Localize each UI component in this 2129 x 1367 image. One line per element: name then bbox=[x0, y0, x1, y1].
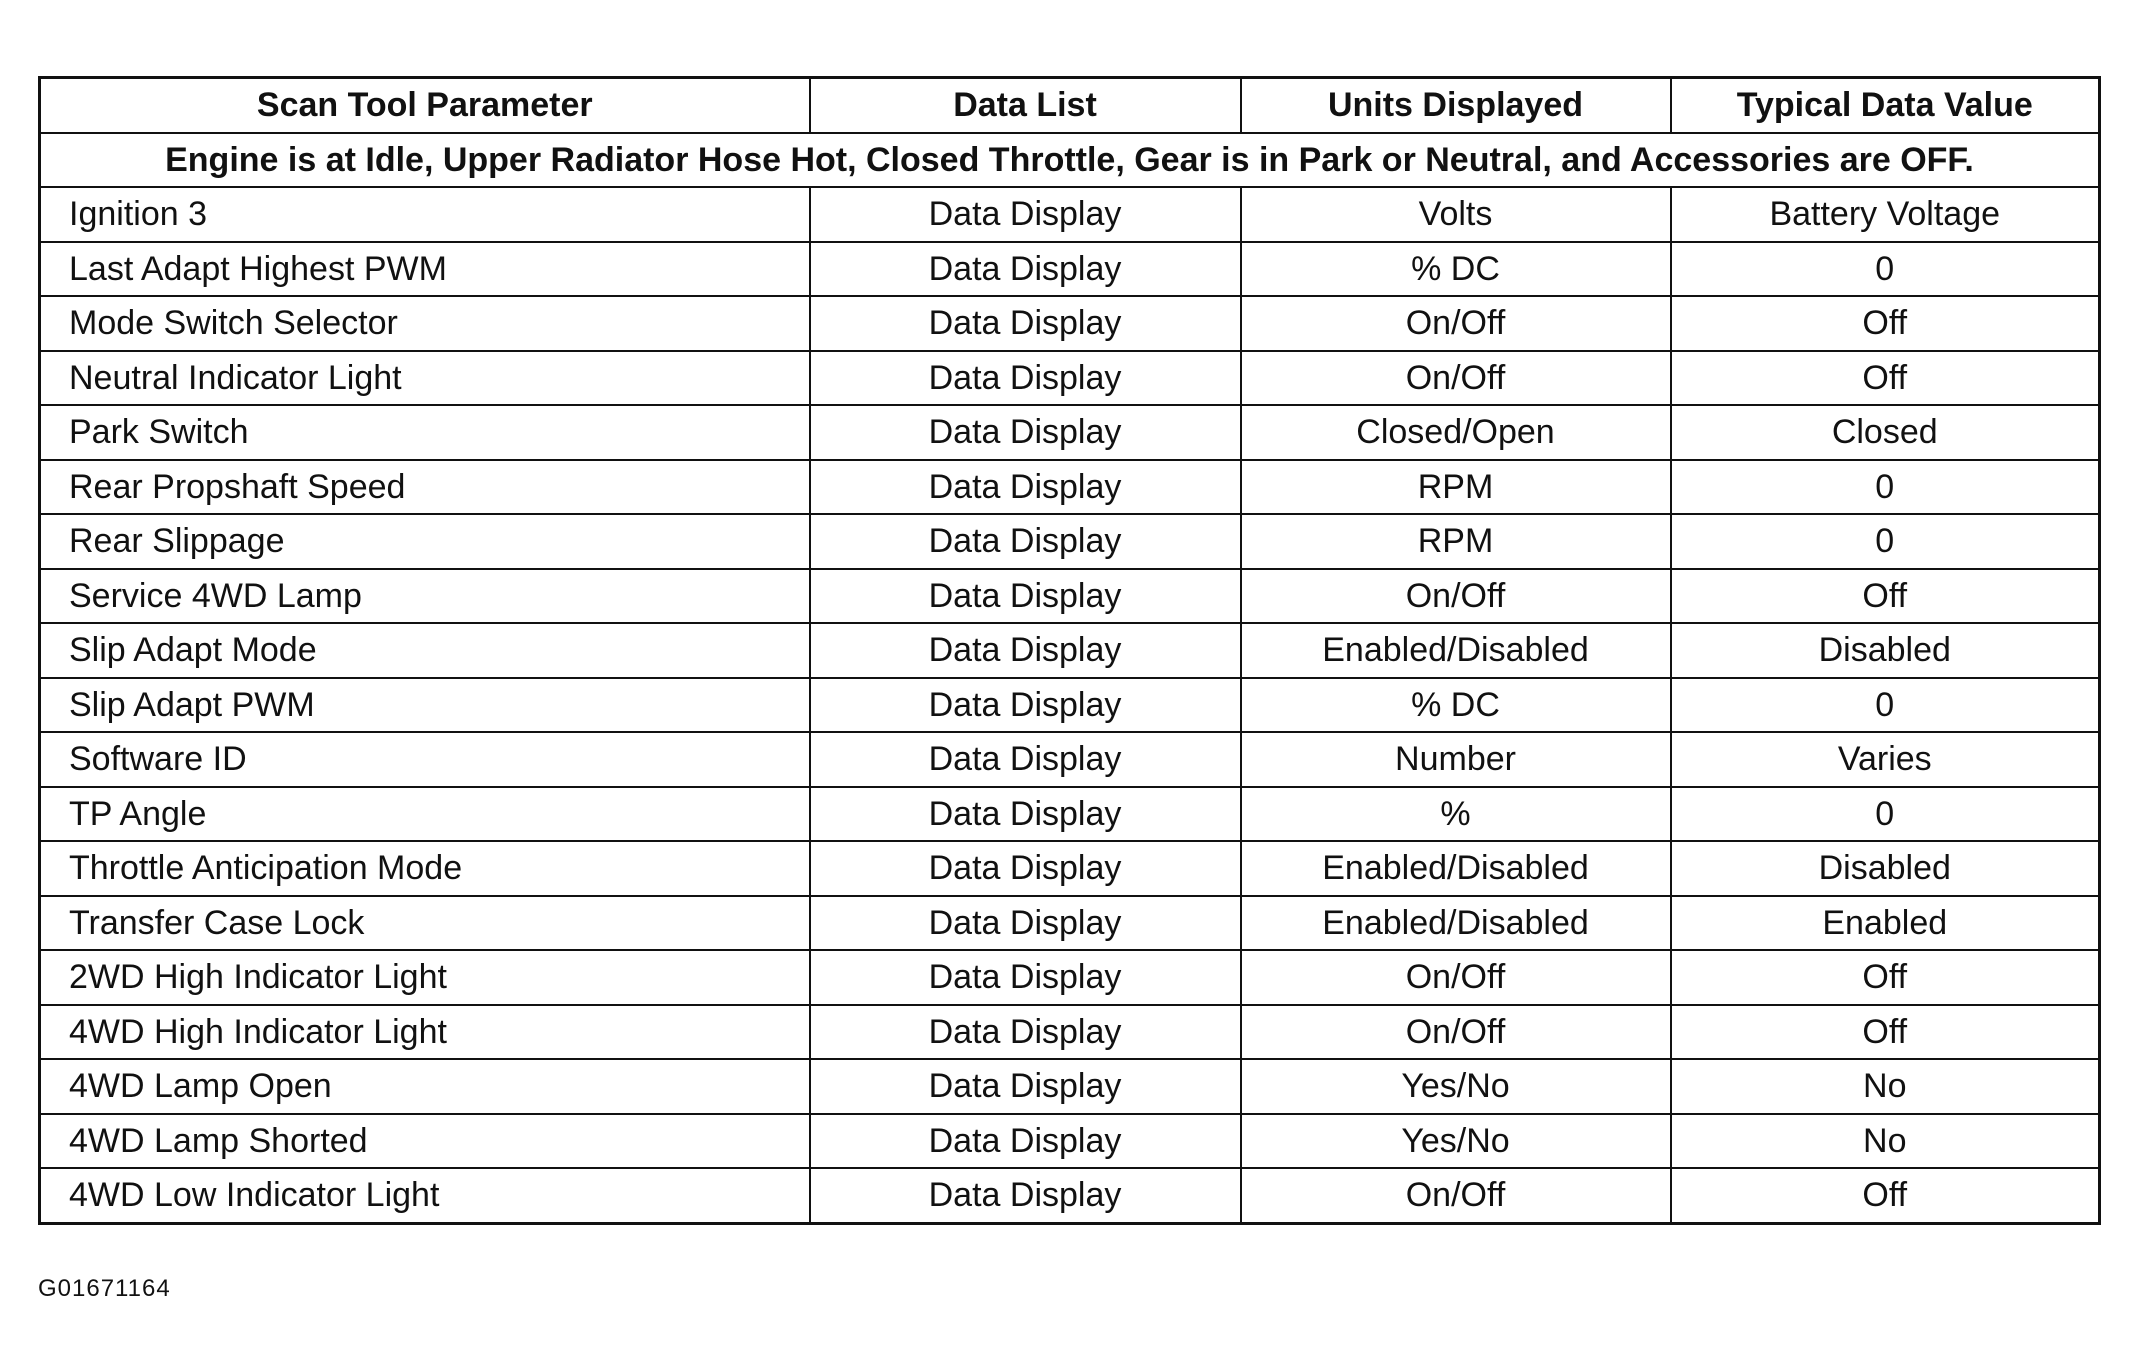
table-row bbox=[40, 1005, 2100, 1060]
table-row bbox=[40, 296, 2100, 351]
table-row bbox=[40, 732, 2100, 787]
header-row bbox=[40, 78, 2100, 133]
cell-data-list: Data Display bbox=[810, 787, 1241, 842]
cell-data-list: Data Display bbox=[810, 1114, 1241, 1169]
cell-data-list: Data Display bbox=[810, 514, 1241, 569]
cell-typical-value: Off bbox=[1671, 569, 2100, 624]
cell-data-list: Data Display bbox=[810, 678, 1241, 733]
cell-typical-value: No bbox=[1671, 1059, 2100, 1114]
cell-typical-value: Off bbox=[1671, 351, 2100, 406]
table-row bbox=[40, 787, 2100, 842]
cell-units: On/Off bbox=[1241, 950, 1671, 1005]
cell-data-list: Data Display bbox=[810, 896, 1241, 951]
cell-typical-value: Off bbox=[1671, 296, 2100, 351]
cell-units: Closed/Open bbox=[1241, 405, 1671, 460]
cell-typical-value: Enabled bbox=[1671, 896, 2100, 951]
cell-data-list: Data Display bbox=[810, 1005, 1241, 1060]
cell-units: % DC bbox=[1241, 242, 1671, 297]
cell-typical-value: 0 bbox=[1671, 242, 2100, 297]
table-row bbox=[40, 187, 2100, 242]
cell-parameter: Software ID bbox=[40, 732, 810, 787]
operating-condition: Engine is at Idle, Upper Radiator Hose Hot, Closed Throttle, Gear is in Park or Neutral, and Accessories are OFF. bbox=[40, 133, 2100, 188]
table-row bbox=[40, 242, 2100, 297]
cell-typical-value: Off bbox=[1671, 1005, 2100, 1060]
condition-row bbox=[40, 133, 2100, 188]
cell-parameter: Throttle Anticipation Mode bbox=[40, 841, 810, 896]
cell-units: % DC bbox=[1241, 678, 1671, 733]
cell-data-list: Data Display bbox=[810, 296, 1241, 351]
cell-units: Volts bbox=[1241, 187, 1671, 242]
table-row bbox=[40, 841, 2100, 896]
cell-typical-value: Off bbox=[1671, 1168, 2100, 1223]
cell-data-list: Data Display bbox=[810, 1059, 1241, 1114]
cell-typical-value: Closed bbox=[1671, 405, 2100, 460]
header-units-displayed: Units Displayed bbox=[1241, 78, 1671, 133]
cell-units: On/Off bbox=[1241, 569, 1671, 624]
cell-units: On/Off bbox=[1241, 1168, 1671, 1223]
cell-typical-value: 0 bbox=[1671, 678, 2100, 733]
cell-parameter: Rear Propshaft Speed bbox=[40, 460, 810, 515]
cell-units: Enabled/Disabled bbox=[1241, 623, 1671, 678]
cell-parameter: TP Angle bbox=[40, 787, 810, 842]
cell-data-list: Data Display bbox=[810, 950, 1241, 1005]
table-row bbox=[40, 514, 2100, 569]
cell-units: RPM bbox=[1241, 460, 1671, 515]
cell-data-list: Data Display bbox=[810, 405, 1241, 460]
cell-typical-value: 0 bbox=[1671, 460, 2100, 515]
cell-typical-value: Disabled bbox=[1671, 841, 2100, 896]
cell-units: On/Off bbox=[1241, 351, 1671, 406]
cell-units: On/Off bbox=[1241, 296, 1671, 351]
table-row bbox=[40, 896, 2100, 951]
cell-units: Yes/No bbox=[1241, 1059, 1671, 1114]
cell-typical-value: 0 bbox=[1671, 787, 2100, 842]
figure-id: G01671164 bbox=[38, 1275, 171, 1302]
cell-units: Enabled/Disabled bbox=[1241, 896, 1671, 951]
cell-typical-value: Disabled bbox=[1671, 623, 2100, 678]
cell-data-list: Data Display bbox=[810, 187, 1241, 242]
cell-data-list: Data Display bbox=[810, 732, 1241, 787]
cell-typical-value: 0 bbox=[1671, 514, 2100, 569]
table-row bbox=[40, 678, 2100, 733]
cell-parameter: 4WD Low Indicator Light bbox=[40, 1168, 810, 1223]
cell-typical-value: Battery Voltage bbox=[1671, 187, 2100, 242]
cell-data-list: Data Display bbox=[810, 460, 1241, 515]
cell-typical-value: No bbox=[1671, 1114, 2100, 1169]
cell-units: On/Off bbox=[1241, 1005, 1671, 1060]
cell-parameter: 4WD Lamp Open bbox=[40, 1059, 810, 1114]
cell-parameter: Rear Slippage bbox=[40, 514, 810, 569]
cell-data-list: Data Display bbox=[810, 569, 1241, 624]
cell-units: Yes/No bbox=[1241, 1114, 1671, 1169]
cell-data-list: Data Display bbox=[810, 242, 1241, 297]
header-scan-tool-parameter: Scan Tool Parameter bbox=[40, 78, 810, 133]
cell-units: Enabled/Disabled bbox=[1241, 841, 1671, 896]
cell-parameter: Last Adapt Highest PWM bbox=[40, 242, 810, 297]
scan-tool-data-table bbox=[38, 76, 2101, 1225]
header-data-list: Data List bbox=[810, 78, 1241, 133]
cell-parameter: 4WD High Indicator Light bbox=[40, 1005, 810, 1060]
cell-parameter: Neutral Indicator Light bbox=[40, 351, 810, 406]
table-row bbox=[40, 1114, 2100, 1169]
cell-data-list: Data Display bbox=[810, 351, 1241, 406]
table-row bbox=[40, 1168, 2100, 1223]
cell-data-list: Data Display bbox=[810, 841, 1241, 896]
cell-data-list: Data Display bbox=[810, 1168, 1241, 1223]
header-typical-data-value: Typical Data Value bbox=[1671, 78, 2100, 133]
cell-units: Number bbox=[1241, 732, 1671, 787]
cell-parameter: 2WD High Indicator Light bbox=[40, 950, 810, 1005]
table-row bbox=[40, 351, 2100, 406]
cell-units: % bbox=[1241, 787, 1671, 842]
cell-data-list: Data Display bbox=[810, 623, 1241, 678]
cell-parameter: Park Switch bbox=[40, 405, 810, 460]
table-row bbox=[40, 623, 2100, 678]
cell-parameter: Service 4WD Lamp bbox=[40, 569, 810, 624]
cell-typical-value: Off bbox=[1671, 950, 2100, 1005]
cell-typical-value: Varies bbox=[1671, 732, 2100, 787]
cell-units: RPM bbox=[1241, 514, 1671, 569]
cell-parameter: Mode Switch Selector bbox=[40, 296, 810, 351]
cell-parameter: Slip Adapt Mode bbox=[40, 623, 810, 678]
table-row bbox=[40, 569, 2100, 624]
table-row bbox=[40, 1059, 2100, 1114]
cell-parameter: Ignition 3 bbox=[40, 187, 810, 242]
table-row bbox=[40, 950, 2100, 1005]
cell-parameter: 4WD Lamp Shorted bbox=[40, 1114, 810, 1169]
cell-parameter: Slip Adapt PWM bbox=[40, 678, 810, 733]
table-row bbox=[40, 405, 2100, 460]
cell-parameter: Transfer Case Lock bbox=[40, 896, 810, 951]
table-row bbox=[40, 460, 2100, 515]
